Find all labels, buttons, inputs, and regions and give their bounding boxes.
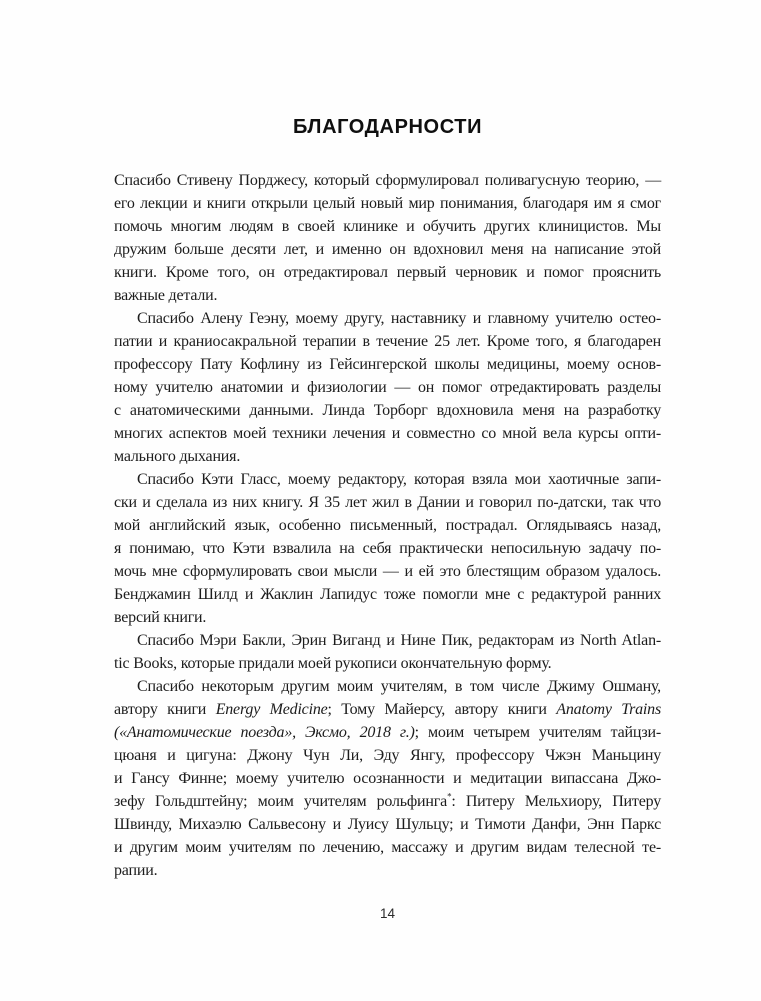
text-run: зефу Гольдштейну; моим учителям рольфинга (114, 793, 448, 810)
text-line (114, 422, 661, 445)
text-run: tic Books, которые придали моей рукописи окончательную форму. (114, 655, 552, 672)
text-line (114, 284, 661, 307)
italic-text-run: Anatomy Trains (556, 701, 661, 718)
page-title: БЛАГОДАРНОСТИ (292, 116, 483, 138)
text-run: ; Тому Майерсу, автору книги (327, 701, 557, 718)
text-run: мой английский язык, особенно письменный, пострадал. Оглядываясь назад, (114, 517, 661, 534)
text-run: с анатомическими данными. Линда Торборг вдохновила меня на разработку (114, 402, 661, 419)
text-line (114, 721, 661, 744)
text-line (114, 468, 661, 491)
text-line (114, 767, 661, 790)
text-line (114, 330, 661, 353)
text-run: Бенджамин Шилд и Жаклин Лапидус тоже помогли мне с редактурой ранних (114, 586, 661, 603)
text-block (114, 169, 661, 882)
text-line (114, 606, 661, 629)
text-run: профессору Пату Кофлину из Гейсингерской школы медицины, моему основ- (114, 356, 661, 373)
text-run: книги. Кроме того, он отредактировал первый черновик и помог прояснить (114, 264, 661, 281)
text-run: Спасибо некоторым другим моим учителям, в том числе Джиму Ошману, (137, 678, 661, 695)
paragraph (114, 468, 661, 629)
paragraph (114, 675, 661, 882)
text-run: патии и краниосакральной терапии в течение 25 лет. Кроме того, я благодарен (114, 333, 661, 350)
text-line (114, 652, 661, 675)
text-line (114, 836, 661, 859)
text-run: рапии. (114, 862, 158, 879)
text-line (114, 675, 661, 698)
text-line (114, 859, 661, 882)
paragraph (114, 629, 661, 675)
text-run: Спасибо Мэри Бакли, Эрин Виганд и Нине Пик, редакторам из North Atlan- (137, 632, 661, 649)
text-run: его лекции и книги открыли целый новый мир понимания, благодаря им я смог (114, 195, 661, 212)
text-line (114, 514, 661, 537)
text-run: ному учителю анатомии и физиологии — он помог отредактировать разделы (114, 379, 661, 396)
text-run: автору книги (114, 701, 216, 718)
text-line (114, 537, 661, 560)
text-run: Швинду, Михаэлю Сальвесону и Луису Шульцу; и Тимоти Данфи, Энн Паркс (114, 816, 661, 833)
paragraph (114, 169, 661, 307)
text-run: помочь многим людям в своей клинике и обучить других клиницистов. Мы (114, 218, 661, 235)
text-line (114, 813, 661, 836)
footnote-marker: * (447, 791, 452, 802)
text-line (114, 445, 661, 468)
text-line (114, 399, 661, 422)
text-line (114, 192, 661, 215)
text-run: цюаня и цигуна: Джону Чун Ли, Эду Янгу, профессору Чжэн Маньцину (114, 747, 661, 764)
text-run: и другим моим учителям по лечению, массажу и другим видам телесной те- (114, 839, 661, 856)
page-number: 14 (379, 906, 396, 921)
text-line (114, 491, 661, 514)
text-line (114, 583, 661, 606)
text-run: и Гансу Финне; моему учителю осознанности и медитации випассана Джо- (114, 770, 661, 787)
text-run: я понимаю, что Кэти взвалила на себя практически непосильную задачу по- (114, 540, 661, 557)
text-line (114, 307, 661, 330)
text-run: мочь мне сформулировать свои мысли — и ей это блестящим образом удалось. (114, 563, 661, 580)
text-line (114, 376, 661, 399)
text-run: важные детали. (114, 287, 218, 304)
text-run: ски и сделала из них книгу. Я 35 лет жил в Дании и говорил по-датски, так что (114, 494, 661, 511)
paragraph (114, 307, 661, 468)
text-line (114, 698, 661, 721)
text-line (114, 215, 661, 238)
text-run: Спасибо Алену Геэну, моему другу, наставнику и главному учителю остео- (137, 310, 661, 327)
text-run: : Питеру Мельхиору, Питеру (451, 793, 661, 810)
text-run: мального дыхания. (114, 448, 241, 465)
italic-text-run: Energy Medicine (215, 701, 328, 718)
text-line (114, 744, 661, 767)
text-run: Спасибо Стивену Порджесу, который сформулировал поливагусную теорию, — (114, 172, 661, 189)
text-run: многих аспектов моей техники лечения и совместно со мной вела курсы опти- (114, 425, 661, 442)
text-run: ; моим четырем учителям тайцзи- (414, 724, 661, 741)
text-run: версий книги. (114, 609, 207, 626)
text-line (114, 169, 661, 192)
text-line (114, 238, 661, 261)
text-line (114, 790, 661, 813)
italic-text-run: («Анатомические поезда», Эксмо, 2018 г.) (114, 724, 415, 741)
text-line (114, 560, 661, 583)
text-line (114, 629, 661, 652)
text-line (114, 261, 661, 284)
text-line (114, 353, 661, 376)
text-run: дружим больше десяти лет, и именно он вдохновил меня на написание этой (114, 241, 661, 258)
text-run: Спасибо Кэти Гласс, моему редактору, которая взяла мои хаотичные запи- (137, 471, 661, 488)
